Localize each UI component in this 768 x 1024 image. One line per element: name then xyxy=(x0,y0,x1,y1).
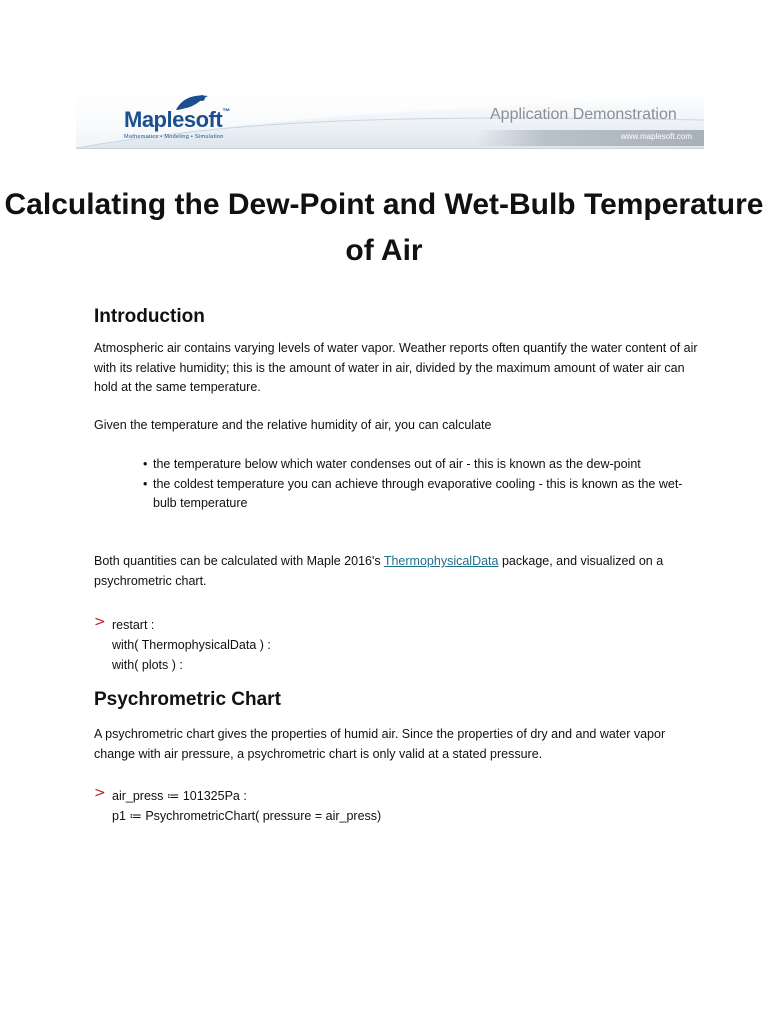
code-line: with( ThermophysicalData ) : xyxy=(112,638,271,652)
code-line: p1 ≔ PsychrometricChart( pressure = air_press) xyxy=(112,809,382,823)
introduction-heading: Introduction xyxy=(94,306,205,327)
logo-tagline: Mathematics • Modeling • Simulation xyxy=(124,134,224,140)
application-demonstration-label: Application Demonstration xyxy=(490,106,677,123)
bullet-item-dew-point: • the temperature below which water condenses out of air - this is known as the dew-point xyxy=(145,455,705,475)
header-banner xyxy=(76,90,704,149)
intro-paragraph-2: Given the temperature and the relative humidity of air, you can calculate xyxy=(94,418,492,432)
maplesoft-url[interactable]: www.maplesoft.com xyxy=(620,132,692,141)
thermophysicaldata-link[interactable]: ThermophysicalData xyxy=(383,554,499,568)
prompt-icon: > xyxy=(94,614,106,630)
bullet-dot-icon: • xyxy=(143,457,148,471)
bullet-dot-icon: • xyxy=(143,476,148,491)
intro-paragraph-3: Both quantities can be calculated with Maple 2016's ThermophysicalData package, and visualized on a psychrometric chart. xyxy=(94,554,664,588)
code-line: restart : xyxy=(112,618,155,632)
psychrometric-paragraph: A psychrometric chart gives the properties of humid air. Since the properties of dry and and water vapor change with air pressure, a psychrometric chart is only valid at a stated pressure. xyxy=(94,727,666,761)
code-line: air_press ≔ 101325Pa : xyxy=(112,789,247,803)
code-input-2[interactable] xyxy=(112,786,381,826)
intro-paragraph-1: Atmospheric air contains varying levels of water vapor. Weather reports often quantify the water content of air with its relative humidity; this is the amount of water in air, divided by the maximum amount of water air can hold at the same temperature. xyxy=(94,341,698,394)
maplesoft-logo[interactable]: Maplesoft™ xyxy=(124,107,230,132)
code-line: with( plots ) : xyxy=(112,658,183,672)
bullet-item-wet-bulb: • the coldest temperature you can achieve through evaporative cooling - this is known as the wet-bulb temperature xyxy=(143,476,683,510)
bullet-list xyxy=(145,455,705,514)
url-strip xyxy=(476,130,704,146)
prompt-icon: > xyxy=(94,785,106,801)
psychrometric-chart-heading: Psychrometric Chart xyxy=(94,689,281,710)
page-title: Calculating the Dew-Point and Wet-Bulb Temperature of Air xyxy=(4,188,764,267)
code-input-1[interactable] xyxy=(112,615,271,675)
